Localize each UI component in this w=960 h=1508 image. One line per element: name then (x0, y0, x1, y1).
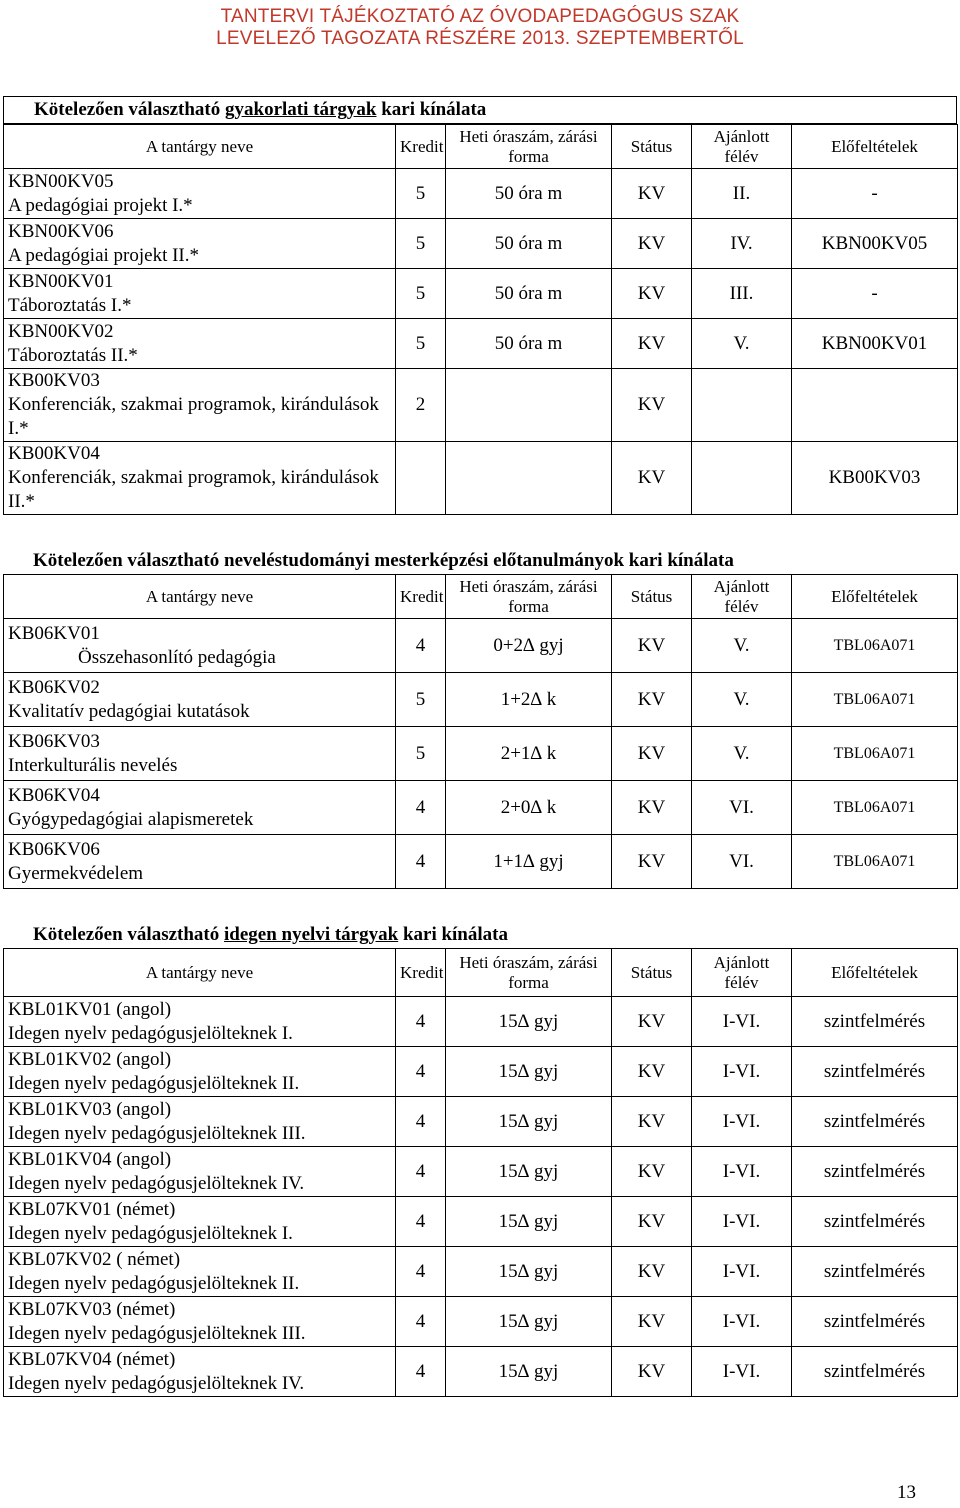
subject-code: KBL07KV02 ( német) (8, 1248, 181, 1270)
prereq-cell (792, 442, 958, 515)
semester-value: V. (733, 332, 750, 354)
kredit-value: 4 (415, 1360, 426, 1382)
semester-cell (692, 1197, 792, 1247)
table-header-row (4, 125, 958, 169)
subject-cell (4, 269, 396, 319)
prereq-value: TBL06A071 (833, 690, 916, 708)
prereq-value: szintfelmérés (823, 1110, 926, 1132)
semester-cell (692, 219, 792, 269)
prereq-cell (792, 269, 958, 319)
prereq-cell (792, 781, 958, 835)
hours-cell (446, 781, 612, 835)
semester-value: III. (729, 282, 754, 304)
status-cell (612, 1147, 692, 1197)
kredit-value: 4 (415, 1210, 426, 1232)
document-header (0, 0, 960, 50)
table-row (4, 169, 958, 219)
subject-code: KBL01KV02 (angol) (8, 1048, 172, 1070)
subject-name: Kvalitatív pedagógiai kutatások (8, 700, 250, 722)
subject-cell (4, 727, 396, 781)
subject-cell (4, 369, 396, 442)
semester-cell (692, 1097, 792, 1147)
prereq-value: KBN00KV01 (821, 332, 928, 354)
prereq-value: szintfelmérés (823, 1010, 926, 1032)
page-number: 13 (897, 1482, 916, 1503)
table-row (4, 269, 958, 319)
status-value: KV (637, 467, 666, 488)
subject-name: Konferenciák, szakmai programok, kirándulások I.* (8, 394, 379, 439)
semester-cell (692, 369, 792, 442)
kredit-cell (396, 442, 446, 515)
prereq-value: TBL06A071 (833, 744, 916, 762)
semester-value: I-VI. (722, 1160, 761, 1182)
status-value: KV (637, 1360, 666, 1382)
col-prereq: Előfeltételek (792, 575, 958, 619)
hours-cell (446, 1147, 612, 1197)
prereq-value: szintfelmérés (823, 1360, 926, 1382)
subject-name: Idegen nyelv pedagógusjelölteknek I. (8, 1222, 293, 1244)
subject-name: Táboroztatás II.* (8, 344, 138, 366)
status-value: KV (637, 394, 666, 415)
col-semester: Ajánlott félév (692, 575, 792, 619)
kredit-value: 4 (415, 1060, 426, 1082)
semester-cell (692, 835, 792, 889)
semester-value: VI. (729, 796, 754, 818)
semester-value: I-VI. (722, 1360, 761, 1382)
subject-code: KBL07KV03 (német) (8, 1298, 176, 1320)
table-row (4, 1297, 958, 1347)
status-cell (612, 1197, 692, 1247)
kredit-value: 2 (415, 394, 426, 415)
status-cell (612, 169, 692, 219)
kredit-value: 4 (415, 796, 426, 818)
kredit-value: 4 (415, 634, 426, 656)
header-line-2: LEVELEZŐ TAGOZATA RÉSZÉRE 2013. SZEPTEMBERTŐL (216, 28, 744, 49)
status-cell (612, 781, 692, 835)
subject-name: Idegen nyelv pedagógusjelölteknek III. (8, 1322, 306, 1344)
kredit-value: 4 (415, 1260, 426, 1282)
subject-name: Összehasonlító pedagógia (78, 646, 276, 668)
status-cell (612, 673, 692, 727)
status-cell (612, 1347, 692, 1397)
kredit-cell (396, 1197, 446, 1247)
table-row (4, 319, 958, 369)
prereq-cell (792, 619, 958, 673)
status-value: KV (637, 634, 666, 656)
semester-value: I-VI. (722, 1110, 761, 1132)
semester-cell (692, 319, 792, 369)
subject-cell (4, 1097, 396, 1147)
table-row (4, 1147, 958, 1197)
subject-name: Idegen nyelv pedagógusjelölteknek III. (8, 1122, 306, 1144)
status-value: KV (637, 332, 666, 354)
hours-cell (446, 1047, 612, 1097)
prereq-value: - (871, 282, 878, 304)
hours-cell (446, 269, 612, 319)
prereq-cell (792, 1097, 958, 1147)
status-value: KV (637, 1010, 666, 1032)
subject-name: Gyógypedagógiai alapismeretek (8, 808, 254, 830)
hours-value: 2+1∆ k (500, 742, 557, 764)
status-cell (612, 442, 692, 515)
table-row (4, 1197, 958, 1247)
hours-value: 1+2∆ k (500, 688, 557, 710)
hours-value: 1+1∆ gyj (493, 850, 564, 872)
semester-cell (692, 997, 792, 1047)
section-masters (3, 548, 957, 889)
subject-name: Idegen nyelv pedagógusjelölteknek II. (8, 1072, 300, 1094)
subject-code: KB06KV03 (8, 730, 100, 752)
col-prereq: Előfeltételek (792, 949, 958, 997)
table-row (4, 673, 958, 727)
table-header-row (4, 949, 958, 997)
subject-code: KBN00KV05 (8, 170, 114, 192)
prereq-value: szintfelmérés (823, 1160, 926, 1182)
semester-value: I-VI. (722, 1310, 761, 1332)
kredit-cell (396, 169, 446, 219)
header-line-1: TANTERVI TÁJÉKOZTATÓ AZ ÓVODAPEDAGÓGUS SZAK (220, 6, 740, 27)
section-masters-title: Kötelezően választható neveléstudományi mesterképzési előtanulmányok kari kínálata (33, 550, 734, 571)
subject-cell (4, 442, 396, 515)
hours-cell (446, 835, 612, 889)
section-practical-title: Kötelezően választható gyakorlati tárgyak kari kínálata (3, 96, 957, 124)
semester-value: I-VI. (722, 1260, 761, 1282)
col-name: A tantárgy neve (4, 949, 396, 997)
hours-cell (446, 1297, 612, 1347)
prereq-value: TBL06A071 (833, 852, 916, 870)
status-cell (612, 727, 692, 781)
semester-cell (692, 1247, 792, 1297)
subject-cell (4, 1197, 396, 1247)
subject-cell (4, 781, 396, 835)
hours-value: 15∆ gyj (498, 1060, 559, 1082)
status-cell (612, 997, 692, 1047)
section-languages (3, 922, 957, 1397)
subject-code: KBL01KV03 (angol) (8, 1098, 172, 1120)
status-value: KV (637, 282, 666, 304)
prereq-cell (792, 1147, 958, 1197)
kredit-value: 5 (415, 332, 426, 354)
table-row (4, 997, 958, 1047)
prereq-value: KB00KV03 (828, 467, 921, 488)
hours-cell (446, 1247, 612, 1297)
semester-cell (692, 727, 792, 781)
status-value: KV (637, 1210, 666, 1232)
status-cell (612, 619, 692, 673)
subject-cell (4, 1147, 396, 1197)
prereq-cell (792, 1047, 958, 1097)
col-status: Státus (612, 575, 692, 619)
hours-cell (446, 619, 612, 673)
kredit-value: 5 (415, 688, 426, 710)
prereq-value: szintfelmérés (823, 1310, 926, 1332)
col-hours: Heti óraszám, zárási forma (446, 125, 612, 169)
semester-value: V. (733, 688, 750, 710)
col-prereq: Előfeltételek (792, 125, 958, 169)
kredit-value: 5 (415, 232, 426, 254)
section-practical (3, 96, 957, 515)
prereq-cell (792, 997, 958, 1047)
kredit-value: 4 (415, 1110, 426, 1132)
hours-value: 2+0∆ k (500, 796, 557, 818)
hours-cell (446, 1347, 612, 1397)
subject-code: KBL07KV01 (német) (8, 1198, 176, 1220)
status-value: KV (637, 796, 666, 818)
subject-code: KBN00KV06 (8, 220, 114, 242)
subject-cell (4, 1247, 396, 1297)
status-cell (612, 835, 692, 889)
prereq-cell (792, 673, 958, 727)
status-value: KV (637, 1260, 666, 1282)
col-hours: Heti óraszám, zárási forma (446, 949, 612, 997)
semester-cell (692, 1297, 792, 1347)
kredit-cell (396, 319, 446, 369)
status-value: KV (637, 1060, 666, 1082)
kredit-cell (396, 1047, 446, 1097)
kredit-cell (396, 835, 446, 889)
subject-code: KB00KV04 (8, 443, 100, 464)
subject-code: KBL01KV01 (angol) (8, 998, 172, 1020)
status-cell (612, 1097, 692, 1147)
subject-cell (4, 619, 396, 673)
col-kredit: Kredit (396, 125, 446, 169)
hours-cell (446, 727, 612, 781)
kredit-value: 5 (415, 742, 426, 764)
semester-cell (692, 169, 792, 219)
subject-name: Idegen nyelv pedagógusjelölteknek IV. (8, 1372, 305, 1394)
col-name: A tantárgy neve (4, 575, 396, 619)
semester-value: I-VI. (722, 1060, 761, 1082)
subject-name: Idegen nyelv pedagógusjelölteknek I. (8, 1022, 293, 1044)
table-row (4, 1047, 958, 1097)
semester-cell (692, 442, 792, 515)
semester-cell (692, 1347, 792, 1397)
status-value: KV (637, 232, 666, 254)
col-status: Státus (612, 949, 692, 997)
hours-value: 50 óra m (494, 232, 563, 254)
hours-cell (446, 1197, 612, 1247)
table-row (4, 1097, 958, 1147)
semester-value: I-VI. (722, 1010, 761, 1032)
table-row (4, 369, 958, 442)
kredit-value: 4 (415, 850, 426, 872)
hours-value: 0+2∆ gyj (493, 634, 564, 656)
table-row (4, 781, 958, 835)
hours-value: 15∆ gyj (498, 1310, 559, 1332)
semester-cell (692, 673, 792, 727)
subject-cell (4, 319, 396, 369)
semester-value: IV. (730, 232, 753, 254)
hours-value: 15∆ gyj (498, 1110, 559, 1132)
hours-cell (446, 369, 612, 442)
hours-cell (446, 442, 612, 515)
status-cell (612, 319, 692, 369)
hours-cell (446, 997, 612, 1047)
prereq-cell (792, 1297, 958, 1347)
status-cell (612, 1297, 692, 1347)
table-row (4, 442, 958, 515)
status-value: KV (637, 742, 666, 764)
kredit-cell (396, 619, 446, 673)
kredit-value: 5 (415, 282, 426, 304)
prereq-cell (792, 219, 958, 269)
prereq-cell (792, 369, 958, 442)
semester-cell (692, 1047, 792, 1097)
kredit-cell (396, 781, 446, 835)
prereq-value: szintfelmérés (823, 1260, 926, 1282)
kredit-value: 4 (415, 1010, 426, 1032)
status-value: KV (637, 1160, 666, 1182)
hours-value: 15∆ gyj (498, 1360, 559, 1382)
col-semester: Ajánlott félév (692, 949, 792, 997)
subject-code: KB06KV02 (8, 676, 100, 698)
kredit-value: 4 (415, 1310, 426, 1332)
semester-value: I-VI. (722, 1210, 761, 1232)
hours-value: 15∆ gyj (498, 1210, 559, 1232)
kredit-value: 4 (415, 1160, 426, 1182)
subject-code: KB00KV03 (8, 370, 100, 391)
semester-value: II. (732, 182, 751, 204)
kredit-cell (396, 269, 446, 319)
table-row (4, 219, 958, 269)
status-cell (612, 269, 692, 319)
subject-code: KBN00KV02 (8, 320, 114, 342)
col-name: A tantárgy neve (4, 125, 396, 169)
prereq-value: szintfelmérés (823, 1060, 926, 1082)
kredit-cell (396, 1347, 446, 1397)
subject-cell (4, 169, 396, 219)
subject-code: KB06KV04 (8, 784, 100, 806)
subject-name: Idegen nyelv pedagógusjelölteknek IV. (8, 1172, 305, 1194)
hours-value: 50 óra m (494, 282, 563, 304)
col-semester: Ajánlott félév (692, 125, 792, 169)
prereq-cell (792, 319, 958, 369)
semester-value: VI. (729, 850, 754, 872)
status-value: KV (637, 1110, 666, 1132)
status-value: KV (637, 182, 666, 204)
section-languages-title: Kötelezően választható idegen nyelvi tárgyak kari kínálata (33, 924, 508, 945)
prereq-value: - (871, 182, 878, 204)
semester-cell (692, 1147, 792, 1197)
subject-cell (4, 997, 396, 1047)
prereq-cell (792, 1347, 958, 1397)
prereq-cell (792, 169, 958, 219)
subject-name: Táboroztatás I.* (8, 294, 132, 316)
semester-cell (692, 781, 792, 835)
kredit-value: 5 (415, 182, 426, 204)
kredit-cell (396, 219, 446, 269)
kredit-cell (396, 673, 446, 727)
hours-value: 15∆ gyj (498, 1260, 559, 1282)
kredit-cell (396, 1247, 446, 1297)
masters-table (3, 574, 958, 889)
prereq-cell (792, 1247, 958, 1297)
col-kredit: Kredit (396, 949, 446, 997)
hours-cell (446, 319, 612, 369)
prereq-value: TBL06A071 (833, 636, 916, 654)
subject-cell (4, 673, 396, 727)
hours-cell (446, 169, 612, 219)
semester-value: V. (733, 742, 750, 764)
semester-value: V. (733, 634, 750, 656)
col-hours: Heti óraszám, zárási forma (446, 575, 612, 619)
semester-cell (692, 269, 792, 319)
subject-code: KBL01KV04 (angol) (8, 1148, 172, 1170)
hours-cell (446, 1097, 612, 1147)
table-row (4, 619, 958, 673)
status-cell (612, 219, 692, 269)
prereq-value: KBN00KV05 (821, 232, 928, 254)
col-kredit: Kredit (396, 575, 446, 619)
kredit-cell (396, 1297, 446, 1347)
subject-code: KBN00KV01 (8, 270, 114, 292)
subject-code: KBL07KV04 (német) (8, 1348, 176, 1370)
subject-cell (4, 1047, 396, 1097)
subject-name: A pedagógiai projekt II.* (8, 244, 200, 266)
semester-cell (692, 619, 792, 673)
subject-name: Gyermekvédelem (8, 862, 144, 884)
hours-value: 50 óra m (494, 332, 563, 354)
hours-value: 50 óra m (494, 182, 563, 204)
table-row (4, 1347, 958, 1397)
hours-cell (446, 673, 612, 727)
hours-value: 15∆ gyj (498, 1010, 559, 1032)
table-row (4, 1247, 958, 1297)
kredit-cell (396, 1097, 446, 1147)
kredit-cell (396, 369, 446, 442)
prereq-cell (792, 1197, 958, 1247)
status-cell (612, 1247, 692, 1297)
status-value: KV (637, 850, 666, 872)
prereq-value: szintfelmérés (823, 1210, 926, 1232)
table-header-row (4, 575, 958, 619)
subject-cell (4, 1297, 396, 1347)
status-cell (612, 369, 692, 442)
table-row (4, 835, 958, 889)
prereq-cell (792, 835, 958, 889)
table-row (4, 727, 958, 781)
subject-cell (4, 835, 396, 889)
hours-cell (446, 219, 612, 269)
subject-name: A pedagógiai projekt I.* (8, 194, 193, 216)
prereq-cell (792, 727, 958, 781)
col-status: Státus (612, 125, 692, 169)
languages-table (3, 948, 958, 1397)
kredit-cell (396, 997, 446, 1047)
status-value: KV (637, 688, 666, 710)
kredit-cell (396, 1147, 446, 1197)
prereq-value: TBL06A071 (833, 798, 916, 816)
status-value: KV (637, 1310, 666, 1332)
subject-name: Interkulturális nevelés (8, 754, 178, 776)
subject-cell (4, 1347, 396, 1397)
subject-code: KB06KV06 (8, 838, 100, 860)
subject-name: Idegen nyelv pedagógusjelölteknek II. (8, 1272, 300, 1294)
subject-code: KB06KV01 (8, 622, 100, 644)
subject-name: Konferenciák, szakmai programok, kirándulások II.* (8, 467, 379, 512)
hours-value: 15∆ gyj (498, 1160, 559, 1182)
kredit-cell (396, 727, 446, 781)
practical-table (3, 124, 958, 515)
status-cell (612, 1047, 692, 1097)
subject-cell (4, 219, 396, 269)
